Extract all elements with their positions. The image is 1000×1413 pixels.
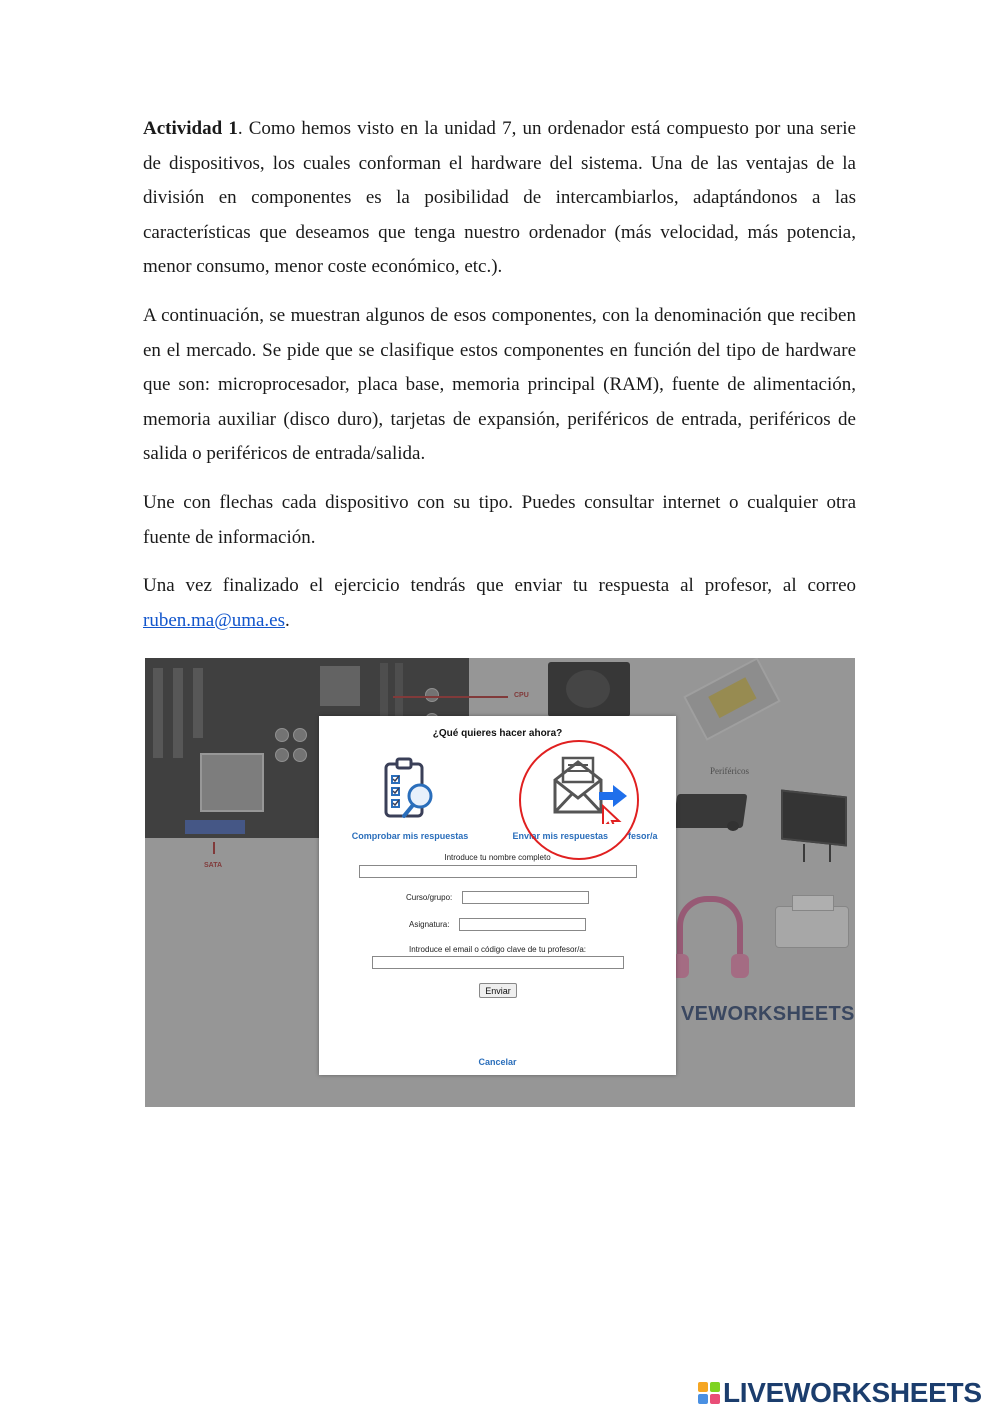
course-label: Curso/grupo: <box>406 893 453 902</box>
dialog-title: ¿Qué quieres hacer ahora? <box>432 728 563 739</box>
course-input[interactable] <box>462 891 589 904</box>
teacher-email-input[interactable] <box>372 956 624 969</box>
liveworksheets-logo <box>698 1377 982 1409</box>
document-body <box>143 112 856 652</box>
email-label: Introduce el email o código clave de tu profesor/a: <box>409 945 586 954</box>
sata-label: SATA <box>204 862 223 869</box>
paragraph-1-text: . Como hemos visto en la unidad 7, un ordenador está compuesto por una serie de dispositivos, los cuales conforman el hardware del sistema. Una de las ventajas de la división en componentes es la posibilidad de intercambiarlos, adaptándonos a las características que deseamos que tenga nuestro ordenador (más velocidad, más potencia, menor consumo, menor coste económico, etc.). <box>143 118 856 278</box>
envelope-arrow-icon <box>535 754 635 824</box>
paragraph-4 <box>143 569 856 638</box>
liveworksheets-watermark: VEWORKSHEETS <box>681 1003 855 1025</box>
paragraph-4-text: Una vez finalizado el ejercicio tendrás que enviar tu respuesta al profesor, al correo <box>143 575 856 597</box>
cancel-link[interactable]: Cancelar <box>478 1057 517 1067</box>
logo-square <box>710 1382 720 1392</box>
logo-text: LIVEWORKSHEETS <box>723 1377 982 1408</box>
name-input[interactable] <box>359 865 637 878</box>
perifericos-label: Periféricos <box>710 766 749 776</box>
email-link[interactable]: ruben.ma@uma.es <box>143 609 286 631</box>
name-label: Introduce tu nombre completo <box>444 853 551 862</box>
logo-grid-icon <box>698 1382 720 1404</box>
logo-square <box>710 1394 720 1404</box>
paragraph-4-end: . <box>285 609 290 631</box>
activity-title: Actividad 1 <box>143 118 238 139</box>
send-answers-option[interactable] <box>495 754 675 841</box>
send-dialog <box>319 716 676 1075</box>
check-answers-option[interactable] <box>345 754 475 841</box>
paragraph-1 <box>143 112 856 285</box>
cpu-label: CPU <box>514 692 529 699</box>
send-answers-label <box>495 831 675 841</box>
send-answers-label-b: fesor/a <box>628 831 658 841</box>
clipboard-magnifier-icon <box>380 754 440 824</box>
paragraph-2: A continuación, se muestran algunos de esos componentes, con la denominación que reciben en el mercado. Se pide que se clasifique estos componentes en función del tipo de hardware que son: microprocesador, placa base, memoria principal (RAM), fuente de alimentación, memoria auxiliar (disco duro), tarjetas de expansión, periféricos de entrada, periféricos de salida o periféricos de entrada/salida. <box>143 304 856 465</box>
logo-square <box>698 1382 708 1392</box>
logo-square <box>698 1394 708 1404</box>
embedded-screenshot <box>145 658 855 1107</box>
paragraph-3: Une con flechas cada dispositivo con su tipo. Puedes consultar internet o cualquier otra fuente de información. <box>143 491 856 548</box>
check-answers-label: Comprobar mis respuestas <box>351 831 469 841</box>
subject-input[interactable] <box>459 918 586 931</box>
subject-label: Asignatura: <box>409 920 450 929</box>
send-answers-label-a: Enviar mis respuestas <box>512 831 609 841</box>
send-button[interactable]: Enviar <box>479 983 517 998</box>
